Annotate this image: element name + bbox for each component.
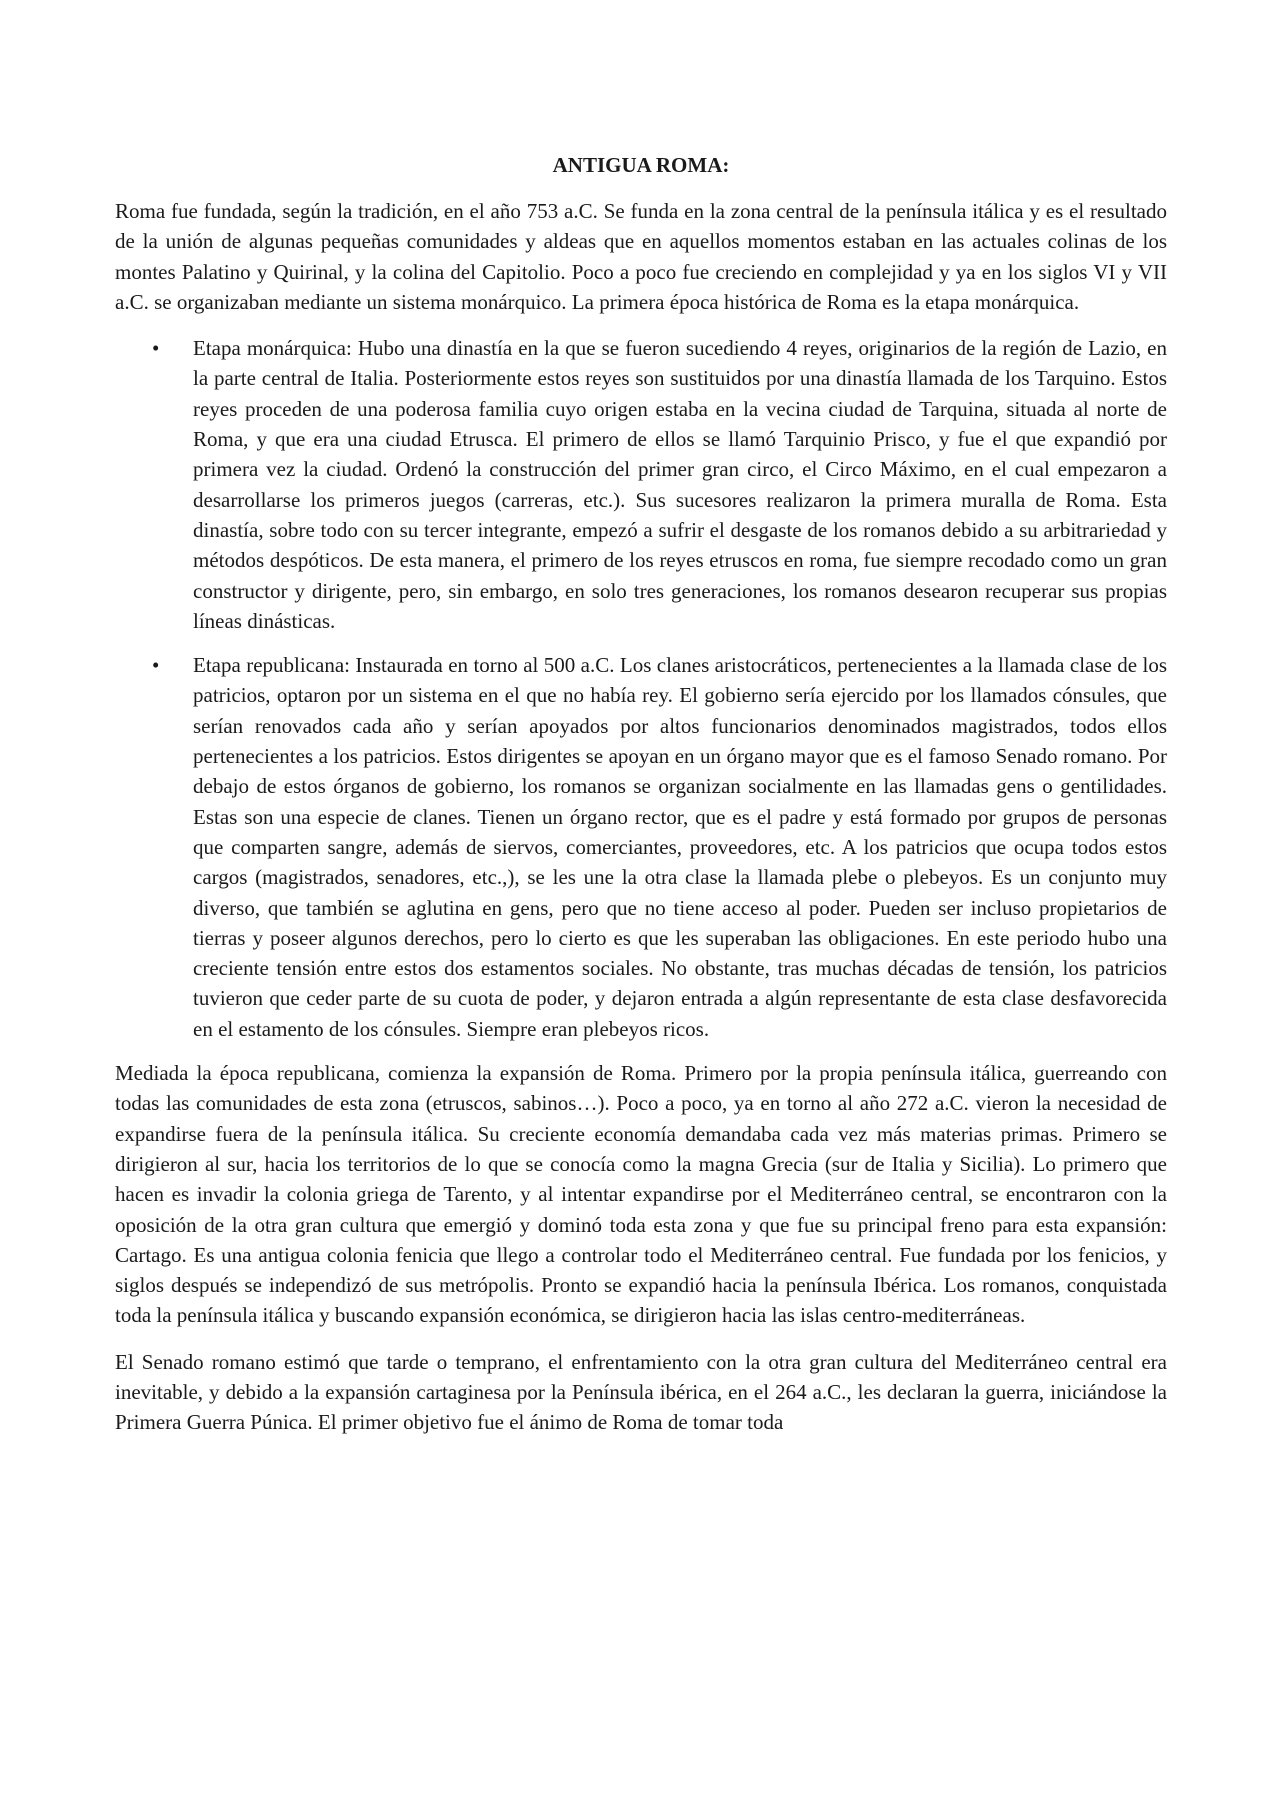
intro-paragraph: Roma fue fundada, según la tradición, en el año 753 a.C. Se funda en la zona central de la península itálica y es el resultado de la unión de algunas pequeñas comunidades y aldeas que en aquellos momentos estaban en las actuales colinas de los montes Palatino y Quirinal, y la colina del Capitolio. Poco a poco fue creciendo en complejidad y ya en los siglos VI y VII a.C. se organizaban mediante un sistema monárquico. La primera época histórica de Roma es la etapa monárquica.	[115, 199, 1167, 314]
paragraph-expansion: Mediada la época republicana, comienza la expansión de Roma. Primero por la propia península itálica, guerreando con todas las comunidades de esta zona (etruscos, sabinos…). Poco a poco, ya en torno al año 272 a.C. vieron la necesidad de expandirse fuera de la península itálica. Su creciente economía demandaba cada vez más materias primas. Primero se dirigieron al sur, hacia los territorios de lo que se conocía como la magna Grecia (sur de Italia y Sicilia). Lo primero que hacen es invadir la colonia griega de Tarento, y al intentar expandirse por el Mediterráneo central, se encontraron con la oposición de la otra gran cultura que emergió y dominó toda esta zona y que fue su principal freno para esta expansión: Cartago. Es una antigua colonia fenicia que llego a controlar todo el Mediterráneo central. Fue fundada por los fenicios, y siglos después se independizó de sus metrópolis. Pronto se expandió hacia la península Ibérica. Los romanos, conquistada toda la península itálica y buscando expansión económica, se dirigieron hacia las islas centro-mediterráneas.	[115, 1061, 1167, 1328]
list-item-text: Etapa republicana: Instaurada en torno al 500 a.C. Los clanes aristocráticos, pertenecientes a la llamada clase de los patricios, optaron por un sistema en el que no había rey. El gobierno sería ejercido por los llamados cónsules, que serían renovados cada año y serían apoyados por altos funcionarios denominados magistrados, todos ellos pertenecientes a los patricios. Estos dirigentes se apoyan en un órgano mayor que es el famoso Senado romano. Por debajo de estos órganos de gobierno, los romanos se organizan socialmente en las llamadas gens o gentilidades. Estas son una especie de clanes. Tienen un órgano rector, que es el padre y está formado por grupos de personas que comparten sangre, además de siervos, comerciantes, proveedores, etc. A los patricios que ocupa todos estos cargos (magistrados, senadores, etc.,), se les une la otra clase la llamada plebe o plebeyos. Es un conjunto muy diverso, que también se aglutina en gens, pero que no tiene acceso al poder. Pueden ser incluso propietarios de tierras y poseer algunos derechos, pero lo cierto es que les superaban las obligaciones. En este periodo hubo una creciente tensión entre estos dos estamentos sociales. No obstante, tras muchas décadas de tensión, los patricios tuvieron que ceder parte de su cuota de poder, y dejaron entrada a algún representante de esta clase desfavorecida en el estamento de los cónsules. Siempre eran plebeyos ricos.	[193, 653, 1167, 1041]
list-item-text: Etapa monárquica: Hubo una dinastía en la que se fueron sucediendo 4 reyes, originarios de la región de Lazio, en la parte central de Italia. Posteriormente estos reyes son sustituidos por una dinastía llamada de los Tarquino. Estos reyes proceden de una poderosa familia cuyo origen estaba en la vecina ciudad de Tarquina, situada al norte de Roma, y que era una ciudad Etrusca. El primero de ellos se llamó Tarquinio Prisco, y fue el que expandió por primera vez la ciudad. Ordenó la construcción del primer gran circo, el Circo Máximo, en el cual empezaron a desarrollarse los primeros juegos (carreras, etc.). Sus sucesores realizaron la primera muralla de Roma. Esta dinastía, sobre todo con su tercer integrante, empezó a sufrir el desgaste de los romanos debido a su arbitrariedad y métodos despóticos. De esta manera, el primero de los reyes etruscos en roma, fue siempre recodado como un gran constructor y dirigente, pero, sin embargo, en solo tres generaciones, los romanos desearon recuperar sus propias líneas dinásticas.	[193, 336, 1167, 633]
document-page	[115, 150, 1167, 1454]
list-item-monarquica	[115, 333, 1167, 636]
paragraph-senado: El Senado romano estimó que tarde o temprano, el enfrentamiento con la otra gran cultura del Mediterráneo central era inevitable, y debido a la expansión cartaginesa por la Península ibérica, en el 264 a.C., les declaran la guerra, iniciándose la Primera Guerra Púnica. El primer objetivo fue el ánimo de Roma de tomar toda	[115, 1349, 1167, 1435]
list-item-republicana	[115, 650, 1167, 1044]
stages-list	[115, 333, 1167, 1044]
page-title: ANTIGUA ROMA:	[552, 153, 730, 177]
bullet-icon: •	[152, 653, 160, 678]
bullet-icon: •	[152, 336, 160, 361]
